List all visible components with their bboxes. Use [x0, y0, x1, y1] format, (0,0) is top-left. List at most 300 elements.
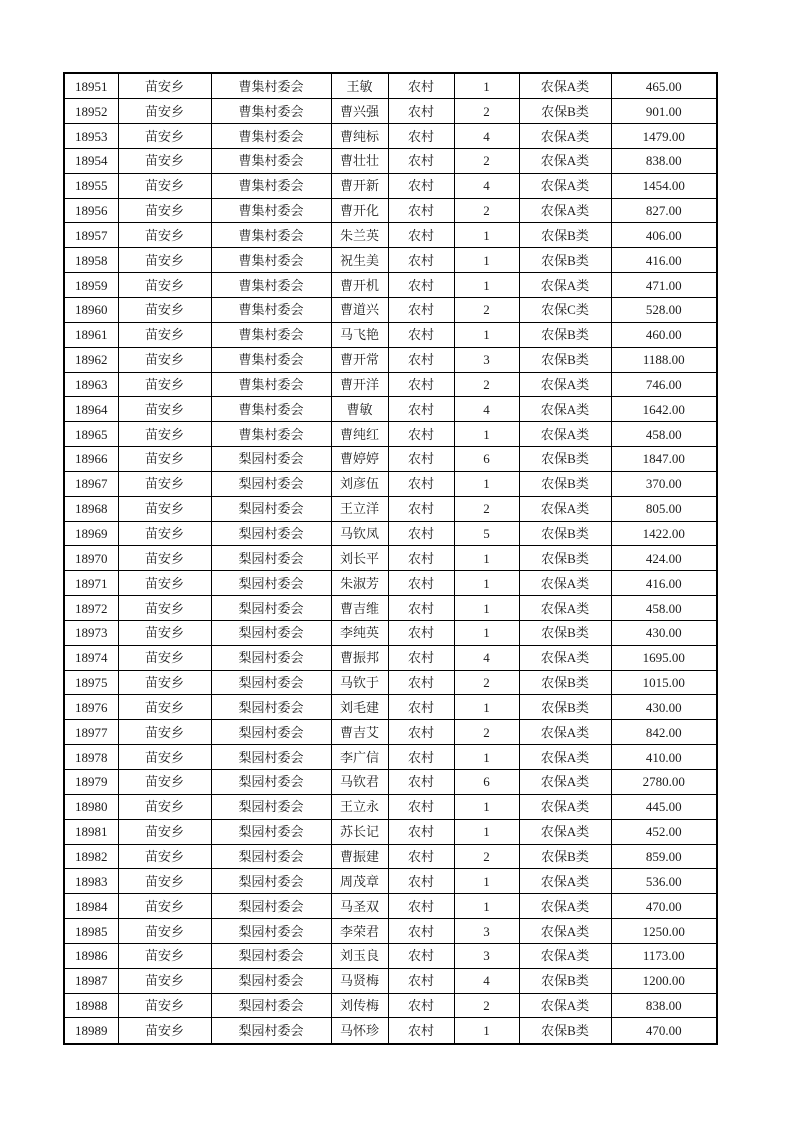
- cell-residence-type: 农村: [388, 322, 454, 347]
- cell-person-count: 1: [454, 1018, 519, 1044]
- cell-person-count: 2: [454, 496, 519, 521]
- cell-insurance-category: 农保A类: [519, 397, 611, 422]
- cell-person-name: 曹开常: [331, 347, 388, 372]
- cell-person-count: 2: [454, 148, 519, 173]
- cell-village-committee: 曹集村委会: [211, 223, 331, 248]
- cell-person-name: 曹开新: [331, 173, 388, 198]
- cell-person-name: 曹吉维: [331, 596, 388, 621]
- cell-village-committee: 梨园村委会: [211, 894, 331, 919]
- cell-township: 苗安乡: [118, 794, 211, 819]
- cell-insurance-category: 农保B类: [519, 844, 611, 869]
- cell-person-name: 马怀珍: [331, 1018, 388, 1044]
- cell-person-count: 1: [454, 546, 519, 571]
- cell-insurance-category: 农保A类: [519, 124, 611, 149]
- cell-residence-type: 农村: [388, 919, 454, 944]
- table-row: [64, 919, 717, 944]
- cell-person-name: 马钦君: [331, 770, 388, 795]
- cell-person-count: 1: [454, 620, 519, 645]
- cell-record-id: 18957: [64, 223, 118, 248]
- table-row: [64, 397, 717, 422]
- cell-residence-type: 农村: [388, 770, 454, 795]
- cell-village-committee: 梨园村委会: [211, 993, 331, 1018]
- cell-amount: 458.00: [611, 596, 717, 621]
- cell-township: 苗安乡: [118, 347, 211, 372]
- cell-village-committee: 梨园村委会: [211, 571, 331, 596]
- cell-record-id: 18956: [64, 198, 118, 223]
- cell-township: 苗安乡: [118, 496, 211, 521]
- cell-insurance-category: 农保A类: [519, 770, 611, 795]
- cell-village-committee: 曹集村委会: [211, 73, 331, 99]
- cell-amount: 805.00: [611, 496, 717, 521]
- cell-residence-type: 农村: [388, 496, 454, 521]
- cell-amount: 859.00: [611, 844, 717, 869]
- cell-amount: 430.00: [611, 620, 717, 645]
- cell-person-count: 3: [454, 347, 519, 372]
- cell-amount: 1695.00: [611, 645, 717, 670]
- cell-record-id: 18966: [64, 447, 118, 472]
- cell-record-id: 18974: [64, 645, 118, 670]
- cell-residence-type: 农村: [388, 124, 454, 149]
- cell-residence-type: 农村: [388, 372, 454, 397]
- cell-village-committee: 曹集村委会: [211, 297, 331, 322]
- cell-residence-type: 农村: [388, 99, 454, 124]
- cell-insurance-category: 农保A类: [519, 372, 611, 397]
- cell-township: 苗安乡: [118, 869, 211, 894]
- cell-record-id: 18988: [64, 993, 118, 1018]
- table-row: [64, 471, 717, 496]
- cell-person-name: 刘毛建: [331, 695, 388, 720]
- cell-insurance-category: 农保B类: [519, 1018, 611, 1044]
- cell-amount: 838.00: [611, 993, 717, 1018]
- cell-insurance-category: 农保A类: [519, 273, 611, 298]
- cell-person-count: 4: [454, 124, 519, 149]
- cell-record-id: 18985: [64, 919, 118, 944]
- cell-residence-type: 农村: [388, 273, 454, 298]
- cell-township: 苗安乡: [118, 745, 211, 770]
- cell-township: 苗安乡: [118, 1018, 211, 1044]
- cell-person-count: 1: [454, 422, 519, 447]
- cell-amount: 1173.00: [611, 943, 717, 968]
- cell-amount: 416.00: [611, 571, 717, 596]
- cell-person-count: 1: [454, 869, 519, 894]
- cell-township: 苗安乡: [118, 968, 211, 993]
- cell-record-id: 18965: [64, 422, 118, 447]
- cell-record-id: 18951: [64, 73, 118, 99]
- cell-insurance-category: 农保A类: [519, 919, 611, 944]
- cell-record-id: 18981: [64, 819, 118, 844]
- cell-person-count: 2: [454, 993, 519, 1018]
- cell-insurance-category: 农保A类: [519, 173, 611, 198]
- cell-person-count: 1: [454, 571, 519, 596]
- cell-person-count: 1: [454, 745, 519, 770]
- cell-residence-type: 农村: [388, 1018, 454, 1044]
- cell-village-committee: 曹集村委会: [211, 273, 331, 298]
- cell-insurance-category: 农保A类: [519, 943, 611, 968]
- table-row: [64, 993, 717, 1018]
- cell-person-name: 王立永: [331, 794, 388, 819]
- cell-person-name: 曹道兴: [331, 297, 388, 322]
- cell-person-name: 曹敏: [331, 397, 388, 422]
- cell-insurance-category: 农保A类: [519, 869, 611, 894]
- cell-person-count: 4: [454, 397, 519, 422]
- table-row: [64, 794, 717, 819]
- cell-person-count: 1: [454, 794, 519, 819]
- cell-residence-type: 农村: [388, 844, 454, 869]
- cell-person-name: 曹开机: [331, 273, 388, 298]
- cell-village-committee: 梨园村委会: [211, 819, 331, 844]
- table-row: [64, 99, 717, 124]
- cell-record-id: 18954: [64, 148, 118, 173]
- cell-residence-type: 农村: [388, 670, 454, 695]
- table-row: [64, 273, 717, 298]
- cell-township: 苗安乡: [118, 770, 211, 795]
- cell-record-id: 18977: [64, 720, 118, 745]
- cell-person-name: 祝生美: [331, 248, 388, 273]
- table-row: [64, 521, 717, 546]
- cell-township: 苗安乡: [118, 273, 211, 298]
- table-row: [64, 297, 717, 322]
- cell-village-committee: 梨园村委会: [211, 596, 331, 621]
- cell-person-count: 2: [454, 844, 519, 869]
- cell-residence-type: 农村: [388, 73, 454, 99]
- cell-village-committee: 曹集村委会: [211, 347, 331, 372]
- cell-person-name: 刘彦伍: [331, 471, 388, 496]
- table-row: [64, 645, 717, 670]
- cell-amount: 842.00: [611, 720, 717, 745]
- cell-township: 苗安乡: [118, 372, 211, 397]
- cell-person-name: 曹壮壮: [331, 148, 388, 173]
- cell-village-committee: 曹集村委会: [211, 248, 331, 273]
- table-row: [64, 546, 717, 571]
- cell-township: 苗安乡: [118, 943, 211, 968]
- cell-person-name: 李荣君: [331, 919, 388, 944]
- table-row: [64, 148, 717, 173]
- cell-village-committee: 梨园村委会: [211, 869, 331, 894]
- cell-person-name: 王立洋: [331, 496, 388, 521]
- table-row: [64, 968, 717, 993]
- cell-person-count: 1: [454, 894, 519, 919]
- cell-record-id: 18958: [64, 248, 118, 273]
- cell-insurance-category: 农保A类: [519, 496, 611, 521]
- cell-residence-type: 农村: [388, 894, 454, 919]
- cell-residence-type: 农村: [388, 645, 454, 670]
- table-row: [64, 173, 717, 198]
- cell-village-committee: 梨园村委会: [211, 794, 331, 819]
- cell-person-count: 2: [454, 198, 519, 223]
- cell-person-name: 王敏: [331, 73, 388, 99]
- cell-township: 苗安乡: [118, 993, 211, 1018]
- table-row: [64, 620, 717, 645]
- cell-township: 苗安乡: [118, 894, 211, 919]
- cell-person-name: 曹开洋: [331, 372, 388, 397]
- table-row: [64, 447, 717, 472]
- table-row: [64, 248, 717, 273]
- cell-village-committee: 曹集村委会: [211, 397, 331, 422]
- cell-amount: 827.00: [611, 198, 717, 223]
- table-row: [64, 73, 717, 99]
- cell-insurance-category: 农保B类: [519, 322, 611, 347]
- cell-village-committee: 曹集村委会: [211, 422, 331, 447]
- cell-person-name: 马钦凤: [331, 521, 388, 546]
- cell-record-id: 18964: [64, 397, 118, 422]
- cell-insurance-category: 农保A类: [519, 720, 611, 745]
- cell-insurance-category: 农保B类: [519, 447, 611, 472]
- cell-village-committee: 梨园村委会: [211, 943, 331, 968]
- cell-township: 苗安乡: [118, 223, 211, 248]
- cell-village-committee: 梨园村委会: [211, 770, 331, 795]
- cell-residence-type: 农村: [388, 794, 454, 819]
- cell-township: 苗安乡: [118, 645, 211, 670]
- cell-amount: 1015.00: [611, 670, 717, 695]
- cell-person-name: 曹振建: [331, 844, 388, 869]
- cell-township: 苗安乡: [118, 670, 211, 695]
- cell-record-id: 18953: [64, 124, 118, 149]
- cell-amount: 416.00: [611, 248, 717, 273]
- cell-insurance-category: 农保A类: [519, 73, 611, 99]
- cell-village-committee: 梨园村委会: [211, 670, 331, 695]
- cell-amount: 470.00: [611, 894, 717, 919]
- cell-insurance-category: 农保B类: [519, 620, 611, 645]
- cell-insurance-category: 农保C类: [519, 297, 611, 322]
- cell-township: 苗安乡: [118, 99, 211, 124]
- cell-insurance-category: 农保A类: [519, 422, 611, 447]
- cell-amount: 470.00: [611, 1018, 717, 1044]
- cell-village-committee: 梨园村委会: [211, 496, 331, 521]
- cell-village-committee: 曹集村委会: [211, 148, 331, 173]
- cell-residence-type: 农村: [388, 297, 454, 322]
- cell-township: 苗安乡: [118, 620, 211, 645]
- cell-amount: 838.00: [611, 148, 717, 173]
- cell-amount: 1454.00: [611, 173, 717, 198]
- cell-village-committee: 梨园村委会: [211, 919, 331, 944]
- table-row: [64, 894, 717, 919]
- cell-person-count: 2: [454, 670, 519, 695]
- cell-insurance-category: 农保B类: [519, 223, 611, 248]
- table-row: [64, 670, 717, 695]
- table-row: [64, 372, 717, 397]
- table-row: [64, 770, 717, 795]
- cell-person-name: 马贤梅: [331, 968, 388, 993]
- cell-village-committee: 梨园村委会: [211, 720, 331, 745]
- cell-insurance-category: 农保A类: [519, 596, 611, 621]
- cell-amount: 1188.00: [611, 347, 717, 372]
- cell-residence-type: 农村: [388, 447, 454, 472]
- cell-township: 苗安乡: [118, 248, 211, 273]
- cell-residence-type: 农村: [388, 943, 454, 968]
- table-row: [64, 496, 717, 521]
- cell-record-id: 18976: [64, 695, 118, 720]
- cell-person-count: 1: [454, 73, 519, 99]
- cell-residence-type: 农村: [388, 347, 454, 372]
- cell-record-id: 18980: [64, 794, 118, 819]
- cell-amount: 1642.00: [611, 397, 717, 422]
- cell-insurance-category: 农保A类: [519, 993, 611, 1018]
- table-row: [64, 422, 717, 447]
- cell-residence-type: 农村: [388, 968, 454, 993]
- cell-amount: 370.00: [611, 471, 717, 496]
- cell-record-id: 18973: [64, 620, 118, 645]
- cell-township: 苗安乡: [118, 546, 211, 571]
- cell-residence-type: 农村: [388, 695, 454, 720]
- cell-record-id: 18963: [64, 372, 118, 397]
- table-row: [64, 1018, 717, 1044]
- cell-amount: 1200.00: [611, 968, 717, 993]
- cell-residence-type: 农村: [388, 223, 454, 248]
- cell-residence-type: 农村: [388, 173, 454, 198]
- cell-amount: 901.00: [611, 99, 717, 124]
- cell-residence-type: 农村: [388, 819, 454, 844]
- cell-township: 苗安乡: [118, 422, 211, 447]
- cell-amount: 2780.00: [611, 770, 717, 795]
- cell-residence-type: 农村: [388, 397, 454, 422]
- cell-insurance-category: 农保A类: [519, 894, 611, 919]
- cell-township: 苗安乡: [118, 844, 211, 869]
- cell-record-id: 18978: [64, 745, 118, 770]
- cell-person-name: 曹婷婷: [331, 447, 388, 472]
- cell-insurance-category: 农保B类: [519, 347, 611, 372]
- cell-insurance-category: 农保B类: [519, 99, 611, 124]
- cell-amount: 1422.00: [611, 521, 717, 546]
- table-row: [64, 596, 717, 621]
- cell-person-name: 曹兴强: [331, 99, 388, 124]
- cell-record-id: 18984: [64, 894, 118, 919]
- cell-amount: 1250.00: [611, 919, 717, 944]
- cell-insurance-category: 农保B类: [519, 471, 611, 496]
- cell-residence-type: 农村: [388, 422, 454, 447]
- cell-insurance-category: 农保A类: [519, 819, 611, 844]
- cell-amount: 1479.00: [611, 124, 717, 149]
- cell-village-committee: 梨园村委会: [211, 521, 331, 546]
- cell-insurance-category: 农保A类: [519, 745, 611, 770]
- cell-village-committee: 曹集村委会: [211, 99, 331, 124]
- cell-person-name: 刘长平: [331, 546, 388, 571]
- cell-person-name: 曹振邦: [331, 645, 388, 670]
- table-row: [64, 869, 717, 894]
- table-row: [64, 124, 717, 149]
- cell-record-id: 18989: [64, 1018, 118, 1044]
- cell-insurance-category: 农保B类: [519, 968, 611, 993]
- cell-person-name: 刘玉良: [331, 943, 388, 968]
- cell-residence-type: 农村: [388, 993, 454, 1018]
- cell-township: 苗安乡: [118, 695, 211, 720]
- cell-person-count: 4: [454, 968, 519, 993]
- cell-township: 苗安乡: [118, 397, 211, 422]
- cell-record-id: 18982: [64, 844, 118, 869]
- cell-township: 苗安乡: [118, 720, 211, 745]
- cell-amount: 465.00: [611, 73, 717, 99]
- cell-person-name: 马飞艳: [331, 322, 388, 347]
- cell-amount: 424.00: [611, 546, 717, 571]
- cell-village-committee: 曹集村委会: [211, 173, 331, 198]
- cell-village-committee: 梨园村委会: [211, 447, 331, 472]
- cell-record-id: 18961: [64, 322, 118, 347]
- cell-village-committee: 曹集村委会: [211, 322, 331, 347]
- cell-township: 苗安乡: [118, 73, 211, 99]
- cell-person-name: 朱兰英: [331, 223, 388, 248]
- cell-person-name: 曹开化: [331, 198, 388, 223]
- cell-residence-type: 农村: [388, 521, 454, 546]
- cell-township: 苗安乡: [118, 571, 211, 596]
- cell-record-id: 18975: [64, 670, 118, 695]
- cell-township: 苗安乡: [118, 198, 211, 223]
- cell-person-count: 1: [454, 248, 519, 273]
- table-row: [64, 695, 717, 720]
- cell-village-committee: 梨园村委会: [211, 620, 331, 645]
- cell-record-id: 18972: [64, 596, 118, 621]
- cell-person-count: 2: [454, 297, 519, 322]
- cell-township: 苗安乡: [118, 322, 211, 347]
- cell-record-id: 18970: [64, 546, 118, 571]
- insurance-payment-table: [63, 72, 718, 1045]
- cell-person-count: 2: [454, 372, 519, 397]
- cell-amount: 458.00: [611, 422, 717, 447]
- cell-residence-type: 农村: [388, 745, 454, 770]
- cell-person-name: 刘传梅: [331, 993, 388, 1018]
- cell-insurance-category: 农保A类: [519, 794, 611, 819]
- cell-village-committee: 曹集村委会: [211, 372, 331, 397]
- cell-township: 苗安乡: [118, 919, 211, 944]
- table-row: [64, 745, 717, 770]
- cell-person-count: 3: [454, 919, 519, 944]
- cell-township: 苗安乡: [118, 297, 211, 322]
- table-row: [64, 347, 717, 372]
- cell-amount: 452.00: [611, 819, 717, 844]
- table-row: [64, 819, 717, 844]
- cell-village-committee: 梨园村委会: [211, 745, 331, 770]
- cell-amount: 536.00: [611, 869, 717, 894]
- cell-person-name: 曹吉艾: [331, 720, 388, 745]
- cell-person-name: 周茂章: [331, 869, 388, 894]
- cell-village-committee: 梨园村委会: [211, 844, 331, 869]
- cell-person-count: 1: [454, 273, 519, 298]
- cell-insurance-category: 农保B类: [519, 670, 611, 695]
- cell-person-count: 1: [454, 596, 519, 621]
- cell-amount: 445.00: [611, 794, 717, 819]
- cell-residence-type: 农村: [388, 620, 454, 645]
- cell-village-committee: 梨园村委会: [211, 695, 331, 720]
- cell-insurance-category: 农保B类: [519, 521, 611, 546]
- cell-person-count: 1: [454, 695, 519, 720]
- cell-residence-type: 农村: [388, 720, 454, 745]
- cell-record-id: 18968: [64, 496, 118, 521]
- cell-person-count: 1: [454, 471, 519, 496]
- cell-village-committee: 曹集村委会: [211, 198, 331, 223]
- cell-record-id: 18983: [64, 869, 118, 894]
- cell-record-id: 18959: [64, 273, 118, 298]
- cell-village-committee: 梨园村委会: [211, 546, 331, 571]
- cell-amount: 460.00: [611, 322, 717, 347]
- cell-township: 苗安乡: [118, 819, 211, 844]
- cell-insurance-category: 农保B类: [519, 546, 611, 571]
- table-row: [64, 720, 717, 745]
- cell-insurance-category: 农保B类: [519, 248, 611, 273]
- cell-record-id: 18986: [64, 943, 118, 968]
- cell-person-name: 朱淑芳: [331, 571, 388, 596]
- cell-insurance-category: 农保A类: [519, 148, 611, 173]
- cell-person-count: 3: [454, 943, 519, 968]
- cell-person-name: 苏长记: [331, 819, 388, 844]
- cell-residence-type: 农村: [388, 571, 454, 596]
- cell-person-name: 曹纯红: [331, 422, 388, 447]
- cell-amount: 471.00: [611, 273, 717, 298]
- cell-residence-type: 农村: [388, 596, 454, 621]
- cell-person-count: 2: [454, 99, 519, 124]
- table-row: [64, 844, 717, 869]
- cell-village-committee: 曹集村委会: [211, 124, 331, 149]
- cell-record-id: 18952: [64, 99, 118, 124]
- cell-amount: 528.00: [611, 297, 717, 322]
- cell-insurance-category: 农保A类: [519, 645, 611, 670]
